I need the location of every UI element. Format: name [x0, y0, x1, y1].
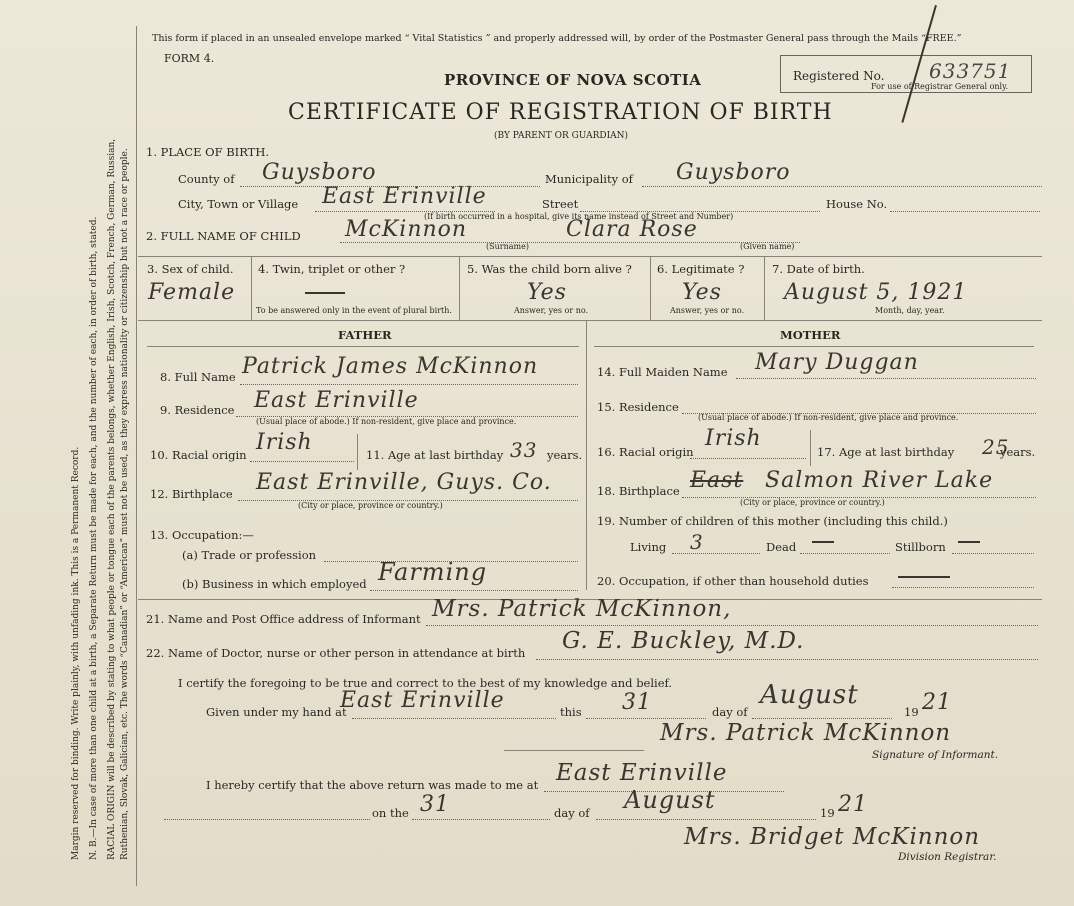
mother-race-label: 16. Racial origin	[597, 445, 694, 459]
alive-note: Answer, yes or no.	[514, 306, 589, 315]
father-name-value: Patrick James McKinnon	[242, 354, 539, 379]
registered-label: Registered No.	[793, 69, 885, 83]
given-day-value: 31	[622, 690, 652, 715]
margin-line-3: RACIAL ORIGIN will be described by stating to what people or tongue each of the parents belongs, whether English, Irish, Scotch, French, German, Russian,	[107, 138, 117, 860]
twin-dash	[305, 292, 345, 294]
certificate-subtitle: (BY PARENT OR GUARDIAN)	[494, 131, 629, 141]
return-year-prefix: 19	[820, 806, 835, 820]
father-birthplace-note: (City or place, province or country.)	[298, 501, 443, 510]
division-registrar-caption: Division Registrar.	[898, 851, 997, 863]
mother-name-value: Mary Duggan	[755, 350, 919, 375]
father-residence-note: (Usual place of abode.) If non-resident, give place and province.	[256, 417, 517, 426]
living-value: 3	[690, 530, 704, 554]
margin-line-1: Margin reserved for binding. Write plainly, with unfading ink. This is a Permanent Record.	[71, 446, 81, 860]
municipality-label: Municipality of	[545, 172, 633, 186]
registrar-signature: Mrs. Bridget McKinnon	[684, 824, 981, 850]
mother-birthplace-note: (City or place, province or country.)	[740, 498, 885, 507]
business-label: (b) Business in which employed	[182, 577, 367, 591]
business-value: Farming	[378, 558, 488, 586]
sex-value: Female	[148, 280, 236, 305]
father-race-value: Irish	[256, 430, 313, 455]
twin-note: To be answered only in the event of plural birth.	[256, 306, 452, 315]
municipality-value: Guysboro	[676, 160, 791, 185]
child-surname-value: McKinnon	[345, 217, 468, 242]
registered-note: For use of Registrar General only.	[871, 82, 1009, 91]
mother-birthplace-struck: East	[690, 468, 744, 493]
mother-birthplace-label: 18. Birthplace	[597, 484, 680, 498]
father-race-label: 10. Racial origin	[150, 448, 247, 462]
trade-label: (a) Trade or profession	[182, 548, 317, 562]
doctor-value: G. E. Buckley, M.D.	[562, 628, 805, 654]
margin-rule	[136, 26, 137, 886]
mother-heading: MOTHER	[780, 328, 841, 342]
return-at-value: East Erinville	[556, 760, 728, 786]
margin-line-4: Ruthenian, Slovak, Galician, etc. The words “Canadian” or “American” must not be used, as they express nationality or citizenship but not a race or people.	[120, 148, 130, 860]
doctor-label: 22. Name of Doctor, nurse or other person in attendance at birth	[146, 646, 526, 660]
twin-label: 4. Twin, triplet or other ?	[258, 262, 406, 276]
day-of-label: day of	[712, 705, 748, 719]
return-day-of-label: day of	[554, 806, 590, 820]
mother-occupation-label: 20. Occupation, if other than household duties	[597, 574, 869, 588]
mother-residence-note: (Usual place of abode.) If non-resident, give place and province.	[698, 413, 959, 422]
informant-label: 21. Name and Post Office address of Informant	[146, 612, 421, 626]
father-residence-label: 9. Residence	[160, 403, 235, 417]
legitimate-label: 6. Legitimate ?	[657, 262, 745, 276]
father-name-label: 8. Full Name	[160, 370, 236, 384]
children-label: 19. Number of children of this mother (including this child.)	[597, 514, 948, 528]
city-label: City, Town or Village	[178, 197, 299, 211]
given-under-label: Given under my hand at	[206, 705, 347, 719]
mother-birthplace-value: Salmon River Lake	[765, 468, 994, 493]
mother-residence-label: 15. Residence	[597, 400, 679, 414]
date-of-birth-label: 7. Date of birth.	[772, 262, 865, 276]
return-label: I hereby certify that the above return was made to me at	[206, 778, 539, 792]
city-value: East Erinville	[322, 184, 487, 209]
province-heading: PROVINCE OF NOVA SCOTIA	[444, 71, 702, 89]
father-heading: FATHER	[338, 328, 392, 342]
mother-age-label: 17. Age at last birthday	[817, 445, 955, 459]
father-residence-value: East Erinville	[254, 388, 419, 413]
margin-line-2: N. B.—In case of more than one child at a birth, a Separate Return must be made for each, and the number of each, in order of birth, stated.	[89, 216, 99, 860]
certificate-title: CERTIFICATE OF REGISTRATION OF BIRTH	[288, 100, 833, 125]
dead-label: Dead	[766, 540, 797, 554]
mother-age-years: years.	[1000, 445, 1036, 459]
given-month-value: August	[760, 680, 859, 710]
form-number: FORM 4.	[164, 52, 215, 65]
certify-text: I certify the foregoing to be true and correct to the best of my knowledge and belief.	[178, 676, 673, 690]
father-birthplace-label: 12. Birthplace	[150, 487, 233, 501]
sex-label: 3. Sex of child.	[147, 262, 234, 276]
dead-dash	[812, 541, 834, 543]
given-year-prefix: 19	[904, 705, 919, 719]
mother-age-value: 25	[982, 435, 1010, 459]
living-label: Living	[630, 540, 667, 554]
given-at-value: East Erinville	[340, 688, 505, 713]
father-age-label: 11. Age at last birthday	[366, 448, 504, 462]
legitimate-value: Yes	[682, 280, 722, 305]
mother-occupation-dash	[898, 576, 950, 578]
street-label: Street	[542, 197, 579, 211]
county-value: Guysboro	[262, 160, 377, 185]
alive-label: 5. Was the child born alive ?	[467, 262, 632, 276]
mother-race-value: Irish	[705, 426, 762, 451]
signature-informant-caption: Signature of Informant.	[872, 749, 999, 761]
given-year-value: 21	[922, 690, 952, 715]
father-birthplace-value: East Erinville, Guys. Co.	[256, 470, 552, 495]
mother-name-label: 14. Full Maiden Name	[597, 365, 728, 379]
county-label: County of	[178, 172, 235, 186]
occupation-label: 13. Occupation:—	[150, 528, 254, 542]
date-of-birth-value: August 5, 1921	[784, 280, 968, 305]
registered-box	[780, 55, 1032, 93]
child-given-value: Clara Rose	[566, 217, 698, 242]
stillborn-dash	[958, 541, 980, 543]
postal-notice: This form if placed in an unsealed envelope marked “ Vital Statistics ” and properly addressed will, by order of the Postmaster General pass through the Mails “FREE.”	[152, 33, 962, 44]
father-age-value: 33	[510, 438, 538, 462]
date-of-birth-note: Month, day, year.	[875, 306, 945, 315]
surname-note: (Surname)	[486, 242, 529, 251]
house-no-label: House No.	[826, 197, 888, 211]
hospital-note: (If birth occurred in a hospital, give its name instead of Street and Number)	[424, 212, 734, 221]
registered-number: 633751	[929, 59, 1012, 83]
stillborn-label: Stillborn	[895, 540, 946, 554]
return-day-value: 31	[420, 792, 450, 817]
alive-value: Yes	[527, 280, 567, 305]
given-name-note: (Given name)	[740, 242, 795, 251]
legitimate-note: Answer, yes or no.	[670, 306, 745, 315]
father-age-years: years.	[547, 448, 583, 462]
child-name-label: 2. FULL NAME OF CHILD	[146, 229, 301, 243]
return-year-value: 21	[838, 792, 868, 817]
return-month-value: August	[624, 786, 716, 814]
place-of-birth-label: 1. PLACE OF BIRTH.	[146, 145, 270, 159]
on-the-label: on the	[372, 806, 409, 820]
this-label: this	[560, 705, 582, 719]
informant-value: Mrs. Patrick McKinnon,	[432, 596, 732, 622]
informant-signature: Mrs. Patrick McKinnon	[660, 720, 952, 746]
